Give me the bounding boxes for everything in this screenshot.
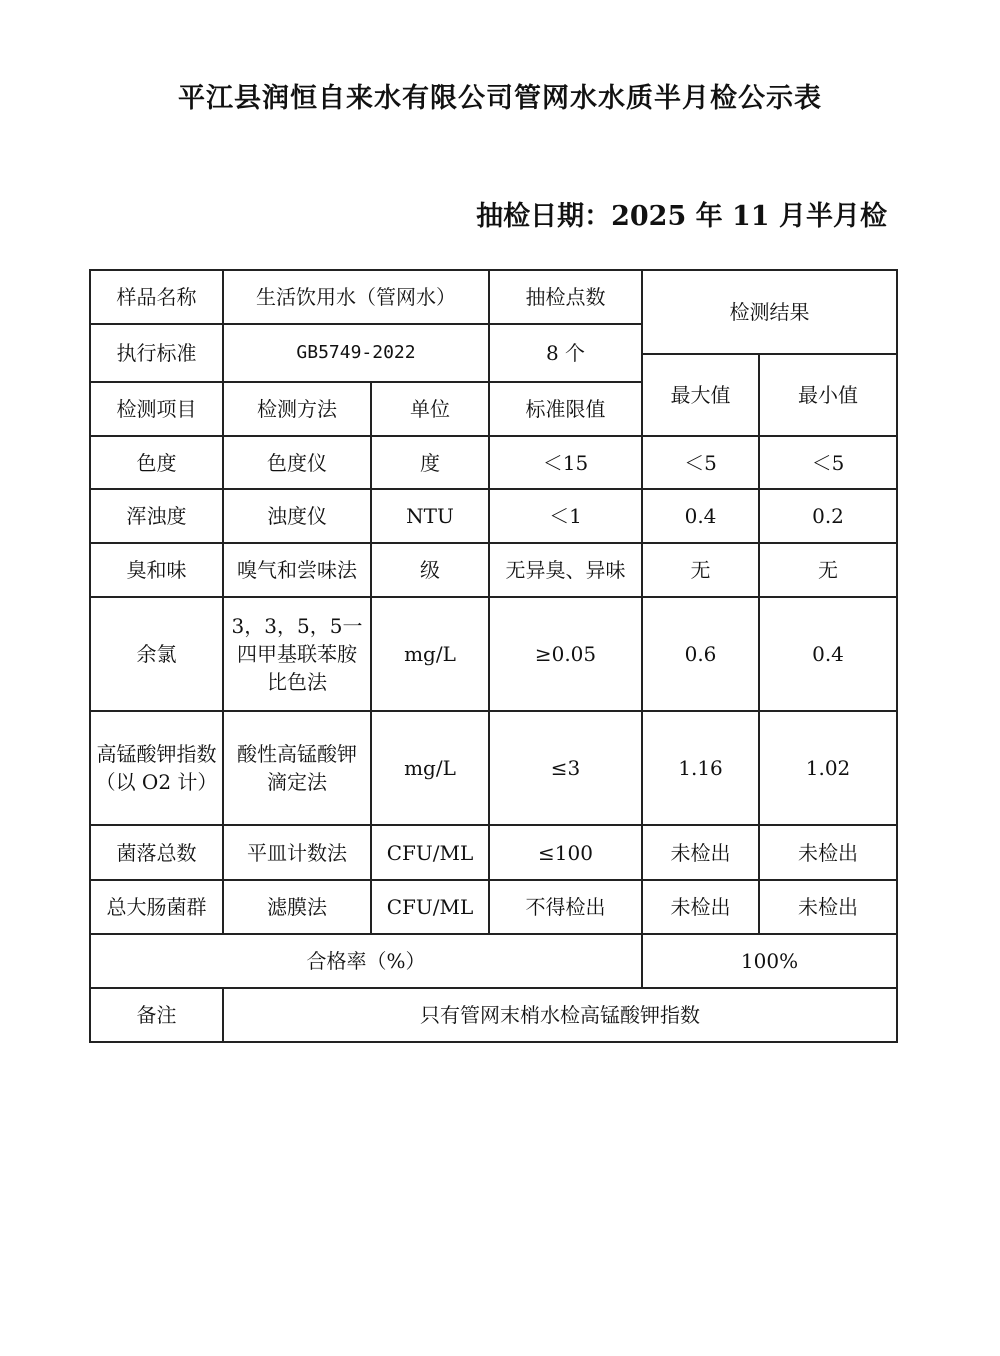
method-cell: 滤膜法 xyxy=(223,880,371,934)
limit-cell: 无异臭、异味 xyxy=(489,543,642,597)
remark-row xyxy=(90,988,897,1042)
min-cell: 未检出 xyxy=(759,880,897,934)
method-cell: 色度仪 xyxy=(223,436,371,489)
method-label: 检测方法 xyxy=(223,382,371,436)
max-cell: 0.4 xyxy=(642,489,759,543)
max-cell: 0.6 xyxy=(642,597,759,711)
item-cell: 臭和味 xyxy=(90,543,223,597)
table-row xyxy=(90,436,897,489)
unit-cell: CFU/ML xyxy=(371,825,489,880)
table-row xyxy=(90,489,897,543)
min-cell: 无 xyxy=(759,543,897,597)
max-cell: 无 xyxy=(642,543,759,597)
limit-label: 标准限值 xyxy=(489,382,642,436)
item-cell: 高锰酸钾指数（以 O2 计） xyxy=(90,711,223,825)
item-label: 检测项目 xyxy=(90,382,223,436)
remark-label: 备注 xyxy=(90,988,223,1042)
limit-cell: ≤100 xyxy=(489,825,642,880)
unit-cell: 度 xyxy=(371,436,489,489)
sample-points-label: 抽检点数 xyxy=(489,270,642,324)
limit-cell: ≤3 xyxy=(489,711,642,825)
unit-cell: mg/L xyxy=(371,597,489,711)
pass-rate-label: 合格率（%） xyxy=(90,934,642,988)
standard-value: GB5749-2022 xyxy=(223,324,489,382)
max-cell: 1.16 xyxy=(642,711,759,825)
limit-cell: ＜1 xyxy=(489,489,642,543)
item-cell: 菌落总数 xyxy=(90,825,223,880)
limit-cell: 不得检出 xyxy=(489,880,642,934)
unit-cell: CFU/ML xyxy=(371,880,489,934)
max-cell: 未检出 xyxy=(642,825,759,880)
sample-name-label: 样品名称 xyxy=(90,270,223,324)
item-cell: 浑浊度 xyxy=(90,489,223,543)
method-cell: 平皿计数法 xyxy=(223,825,371,880)
limit-cell: ＜15 xyxy=(489,436,642,489)
max-cell: 未检出 xyxy=(642,880,759,934)
min-cell: 0.4 xyxy=(759,597,897,711)
table-row xyxy=(90,880,897,934)
unit-cell: 级 xyxy=(371,543,489,597)
method-cell: 3，3，5，5一四甲基联苯胺比色法 xyxy=(223,597,371,711)
page-title: 平江县润恒自来水有限公司管网水水质半月检公示表 xyxy=(178,83,822,114)
standard-label: 执行标准 xyxy=(90,324,223,382)
sample-points-value: 8 个 xyxy=(489,324,642,382)
table-row xyxy=(90,597,897,711)
inspection-date: 抽检日期：2025 年 11 月半月检 xyxy=(476,201,887,232)
sample-name-value: 生活饮用水（管网水） xyxy=(223,270,489,324)
item-cell: 余氯 xyxy=(90,597,223,711)
water-quality-table xyxy=(89,269,898,1043)
pass-rate-value: 100% xyxy=(642,934,897,988)
result-label: 检测结果 xyxy=(642,270,897,354)
min-cell: 未检出 xyxy=(759,825,897,880)
table-row xyxy=(90,825,897,880)
remark-value: 只有管网末梢水检高锰酸钾指数 xyxy=(223,988,897,1042)
min-cell: ＜5 xyxy=(759,436,897,489)
item-cell: 总大肠菌群 xyxy=(90,880,223,934)
min-cell: 1.02 xyxy=(759,711,897,825)
table-row xyxy=(90,711,897,825)
max-cell: ＜5 xyxy=(642,436,759,489)
method-cell: 浊度仪 xyxy=(223,489,371,543)
unit-cell: NTU xyxy=(371,489,489,543)
min-label: 最小值 xyxy=(759,354,897,436)
min-cell: 0.2 xyxy=(759,489,897,543)
unit-cell: mg/L xyxy=(371,711,489,825)
limit-cell: ≥0.05 xyxy=(489,597,642,711)
item-cell: 色度 xyxy=(90,436,223,489)
header-row-1 xyxy=(90,270,897,324)
max-label: 最大值 xyxy=(642,354,759,436)
pass-rate-row xyxy=(90,934,897,988)
unit-label: 单位 xyxy=(371,382,489,436)
method-cell: 酸性高锰酸钾滴定法 xyxy=(223,711,371,825)
method-cell: 嗅气和尝味法 xyxy=(223,543,371,597)
table-row xyxy=(90,543,897,597)
